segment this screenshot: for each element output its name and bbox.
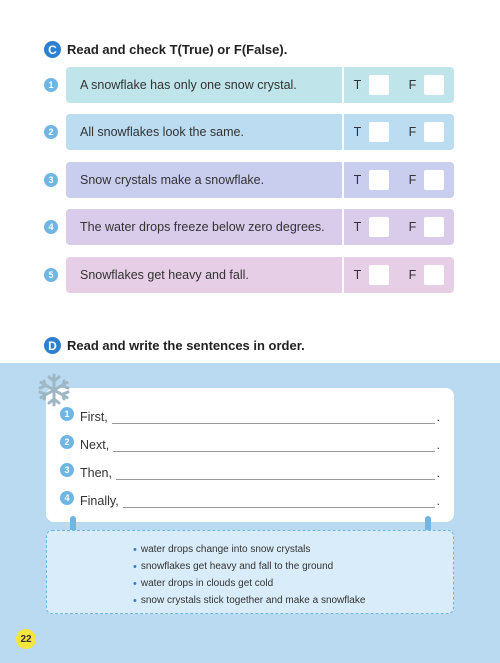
- hint-item: • snowflakes get heavy and fall to the ground: [133, 558, 365, 575]
- false-checkbox[interactable]: [424, 265, 444, 285]
- hint-item: • water drops change into snow crystals: [133, 541, 365, 558]
- false-label: F: [408, 268, 417, 282]
- false-choice: [409, 265, 445, 285]
- write-row-first: [60, 404, 440, 424]
- tf-choices: [344, 217, 454, 237]
- item-number: 2: [60, 435, 74, 449]
- true-choice: [354, 122, 390, 142]
- section-d-title: Read and write the sentences in order.: [67, 338, 305, 353]
- false-checkbox[interactable]: [424, 170, 444, 190]
- false-choice: [409, 170, 445, 190]
- true-choice: [354, 170, 390, 190]
- true-checkbox[interactable]: [369, 122, 389, 142]
- write-label: Finally,: [80, 494, 119, 508]
- section-d-header: [44, 337, 305, 354]
- true-checkbox[interactable]: [369, 217, 389, 237]
- write-line[interactable]: [123, 494, 435, 508]
- item-number: 3: [60, 463, 74, 477]
- true-label: T: [353, 268, 362, 282]
- write-label: Then,: [80, 466, 112, 480]
- tf-choices: [344, 265, 454, 285]
- tf-choices: [344, 170, 454, 190]
- writing-card: [46, 388, 454, 522]
- period: .: [436, 494, 440, 508]
- tf-row-4: [44, 209, 454, 245]
- false-label: F: [408, 220, 417, 234]
- item-number: 2: [44, 125, 58, 139]
- snowflake-icon: [36, 372, 72, 408]
- item-number: 5: [44, 268, 58, 282]
- write-line[interactable]: [112, 410, 435, 424]
- write-label: Next,: [80, 438, 110, 452]
- false-label: F: [408, 173, 417, 187]
- section-c-header: [44, 41, 287, 58]
- true-choice: [354, 75, 390, 95]
- true-choice: [354, 217, 390, 237]
- item-number: 1: [44, 78, 58, 92]
- statement-box: [66, 162, 454, 198]
- write-line[interactable]: [116, 466, 435, 480]
- period: .: [436, 438, 440, 452]
- hint-box: [46, 530, 454, 614]
- hint-item: • snow crystals stick together and make a snowflake: [133, 592, 365, 609]
- tf-row-2: [44, 114, 454, 150]
- true-label: T: [353, 125, 362, 139]
- false-choice: [409, 217, 445, 237]
- true-label: T: [353, 220, 362, 234]
- statement-text: The water drops freeze below zero degrees.: [80, 220, 325, 234]
- false-choice: [409, 75, 445, 95]
- false-label: F: [408, 78, 417, 92]
- false-checkbox[interactable]: [424, 122, 444, 142]
- statement-box: [66, 209, 454, 245]
- write-row-next: [60, 432, 440, 452]
- period: .: [436, 466, 440, 480]
- write-line[interactable]: [113, 438, 434, 452]
- false-checkbox[interactable]: [424, 75, 444, 95]
- true-label: T: [353, 173, 362, 187]
- section-c-title: Read and check T(True) or F(False).: [67, 42, 288, 57]
- statement-text: A snowflake has only one snow crystal.: [80, 78, 297, 92]
- item-number: 3: [44, 173, 58, 187]
- statement-text: Snow crystals make a snowflake.: [80, 173, 265, 187]
- statement-box: [66, 67, 454, 103]
- tf-row-3: [44, 162, 454, 198]
- true-label: T: [353, 78, 362, 92]
- tf-row-5: [44, 257, 454, 293]
- section-d-badge: D: [44, 337, 61, 354]
- page-number: 22: [16, 629, 36, 649]
- tf-choices: [344, 122, 454, 142]
- tf-row-1: [44, 67, 454, 103]
- write-row-finally: [60, 488, 440, 508]
- hint-item: • water drops in clouds get cold: [133, 575, 365, 592]
- section-c-badge: C: [44, 41, 61, 58]
- true-choice: [354, 265, 390, 285]
- item-number: 4: [44, 220, 58, 234]
- hint-list: [133, 541, 365, 609]
- statement-box: [66, 257, 454, 293]
- false-checkbox[interactable]: [424, 217, 444, 237]
- statement-box: [66, 114, 454, 150]
- item-number: 4: [60, 491, 74, 505]
- true-checkbox[interactable]: [369, 265, 389, 285]
- statement-text: Snowflakes get heavy and fall.: [80, 268, 249, 282]
- true-checkbox[interactable]: [369, 170, 389, 190]
- write-label: First,: [80, 410, 108, 424]
- false-label: F: [408, 125, 417, 139]
- false-choice: [409, 122, 445, 142]
- true-checkbox[interactable]: [369, 75, 389, 95]
- item-number: 1: [60, 407, 74, 421]
- tf-choices: [344, 75, 454, 95]
- period: .: [436, 410, 440, 424]
- write-row-then: [60, 460, 440, 480]
- statement-text: All snowflakes look the same.: [80, 125, 244, 139]
